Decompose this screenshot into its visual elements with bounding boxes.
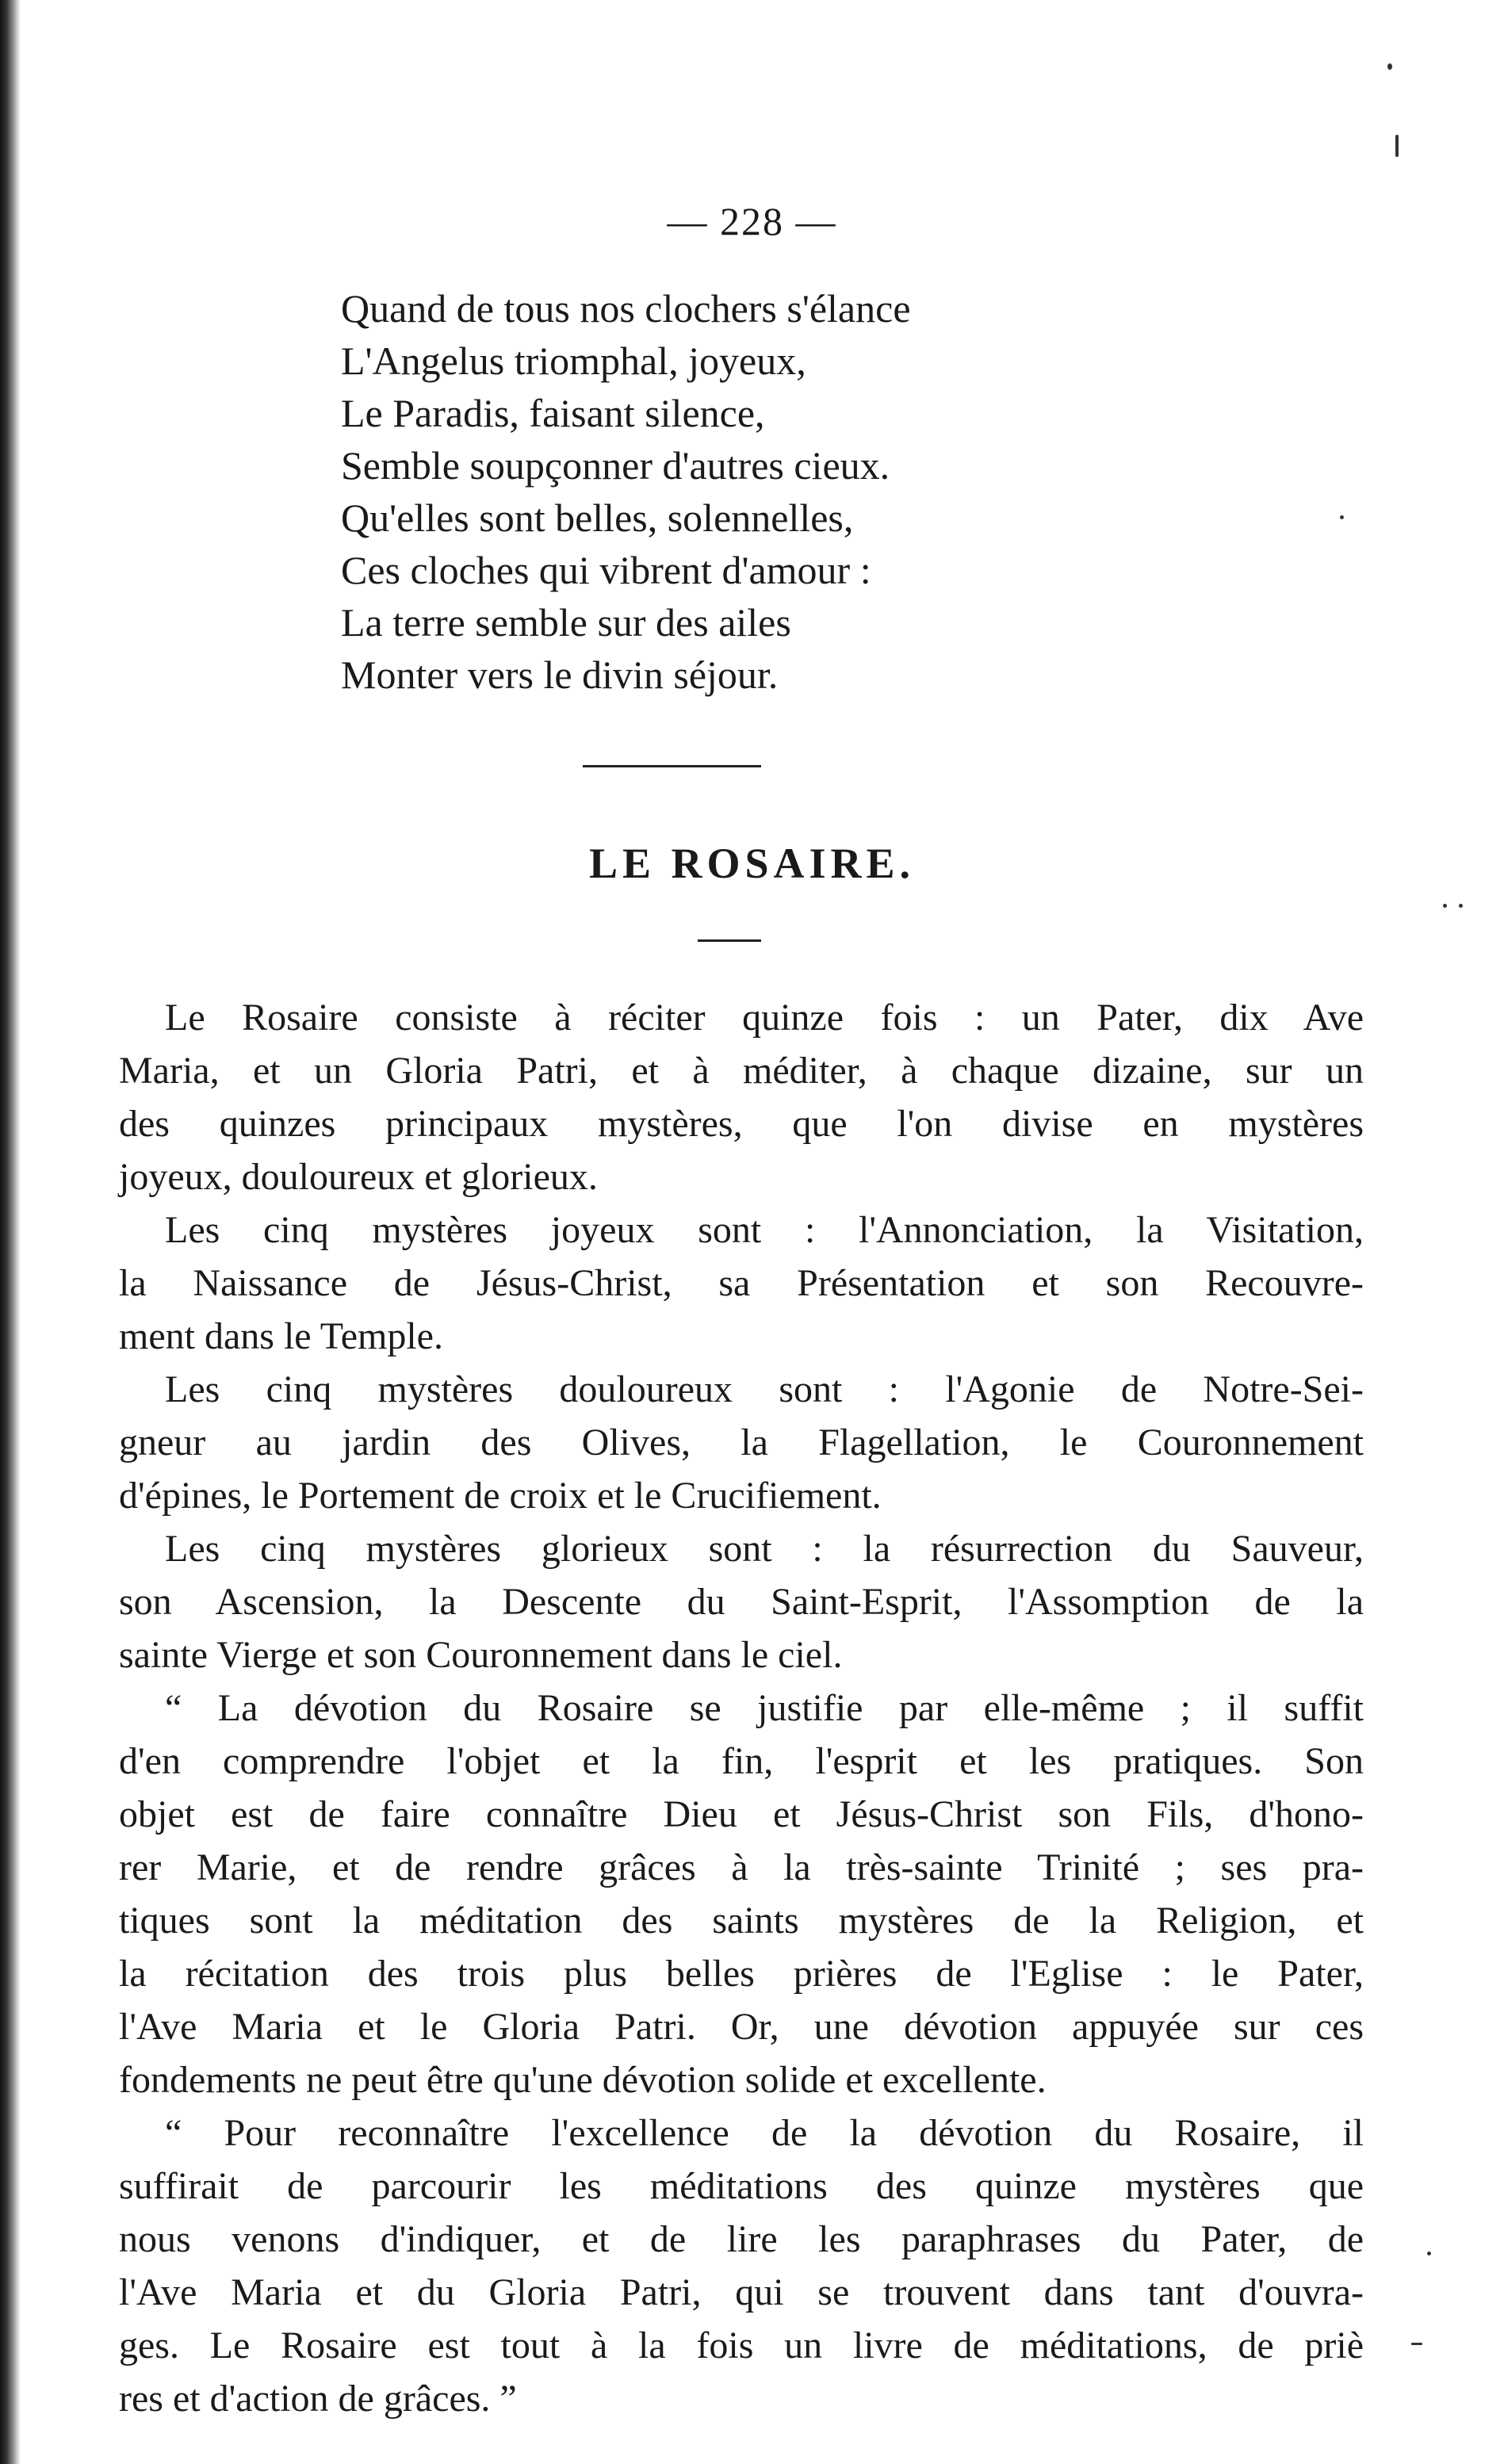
section-divider: [583, 765, 761, 767]
scan-speck: [1459, 904, 1463, 908]
text-line: des quinzes principaux mystères, que l'on divise en mystères: [119, 1103, 1364, 1145]
title-underline: [698, 939, 761, 942]
poem-line: Monter vers le divin séjour.: [341, 652, 779, 697]
text-line: ges. Le Rosaire est tout à la fois un livre de méditations, de priè: [119, 2324, 1364, 2366]
text-line: d'épines, le Portement de croix et le Crucifiement.: [119, 1475, 882, 1517]
binding-shadow: [0, 0, 21, 2464]
poem-line: La terre semble sur des ailes: [341, 600, 791, 645]
text-line: la récitation des trois plus belles prières de l'Eglise : le Pater,: [119, 1953, 1364, 1995]
text-line: sainte Vierge et son Couronnement dans le ciel.: [119, 1634, 843, 1676]
paragraph: [119, 1682, 1364, 2106]
text-line: tiques sont la méditation des saints mystères de la Religion, et: [119, 1900, 1364, 1942]
text-line: gneur au jardin des Olives, la Flagellation, le Couronnement: [119, 1421, 1364, 1463]
page-number: — 228 —: [667, 199, 837, 243]
text-line: d'en comprendre l'objet et la fin, l'esprit et les pratiques. Son: [119, 1740, 1364, 1782]
paragraph: [119, 1522, 1364, 1682]
text-line: nous venons d'indiquer, et de lire les paraphrases du Pater, de: [119, 2218, 1364, 2260]
poem-line: Le Paradis, faisant silence,: [341, 391, 765, 435]
poem-stanza: [341, 282, 911, 701]
text-line: la Naissance de Jésus-Christ, sa Présentation et son Recouvre-: [119, 1262, 1364, 1304]
scan-speck: [1443, 904, 1447, 908]
text-line: l'Ave Maria et le Gloria Patri. Or, une dévotion appuyée sur ces: [119, 2006, 1364, 2048]
text-line: rer Marie, et de rendre grâces à la très-sainte Trinité ; ses pra-: [119, 1846, 1364, 1888]
text-line: Maria, et un Gloria Patri, et à méditer, à chaque dizaine, sur un: [119, 1050, 1364, 1092]
text-line: fondements ne peut être qu'une dévotion solide et excellente.: [119, 2059, 1047, 2101]
scan-speck: [1340, 515, 1344, 519]
scan-speck: [1387, 63, 1392, 70]
poem-line: Quand de tous nos clochers s'élance: [341, 286, 911, 331]
text-line: res et d'action de grâces. ”: [119, 2378, 517, 2420]
paragraph: [119, 991, 1364, 1203]
text-line: joyeux, douloureux et glorieux.: [119, 1156, 598, 1198]
section-title: LE ROSAIRE.: [588, 840, 916, 887]
text-line: Les cinq mystères joyeux sont : l'Annonciation, la Visitation,: [165, 1209, 1364, 1251]
text-line: objet est de faire connaître Dieu et Jésus-Christ son Fils, d'hono-: [119, 1793, 1364, 1835]
poem-line: Ces cloches qui vibrent d'amour :: [341, 548, 871, 592]
scan-speck: [1411, 2343, 1422, 2345]
poem-line: L'Angelus triomphal, joyeux,: [341, 339, 806, 383]
scan-speck: [1427, 2252, 1431, 2255]
text-line: l'Ave Maria et du Gloria Patri, qui se trouvent dans tant d'ouvra-: [119, 2271, 1364, 2313]
text-line: Le Rosaire consiste à réciter quinze fois : un Pater, dix Ave: [165, 997, 1364, 1039]
text-line: “ La dévotion du Rosaire se justifie par elle-même ; il suffit: [165, 1687, 1364, 1729]
text-line: son Ascension, la Descente du Saint-Esprit, l'Assomption de la: [119, 1581, 1364, 1623]
body-text: [119, 991, 1364, 2425]
text-line: Les cinq mystères douloureux sont : l'Agonie de Notre-Sei-: [165, 1368, 1364, 1410]
text-line: suffirait de parcourir les méditations des quinze mystères que: [119, 2165, 1364, 2207]
paragraph: [119, 2106, 1364, 2425]
poem-line: Qu'elles sont belles, solennelles,: [341, 495, 854, 540]
paragraph: [119, 1203, 1364, 1363]
paragraph: [119, 1363, 1364, 1522]
text-line: ment dans le Temple.: [119, 1315, 443, 1357]
text-line: “ Pour reconnaître l'excellence de la dévotion du Rosaire, il: [165, 2112, 1364, 2154]
text-line: Les cinq mystères glorieux sont : la résurrection du Sauveur,: [165, 1528, 1364, 1570]
scan-speck: [1395, 135, 1399, 157]
poem-line: Semble soupçonner d'autres cieux.: [341, 443, 890, 488]
